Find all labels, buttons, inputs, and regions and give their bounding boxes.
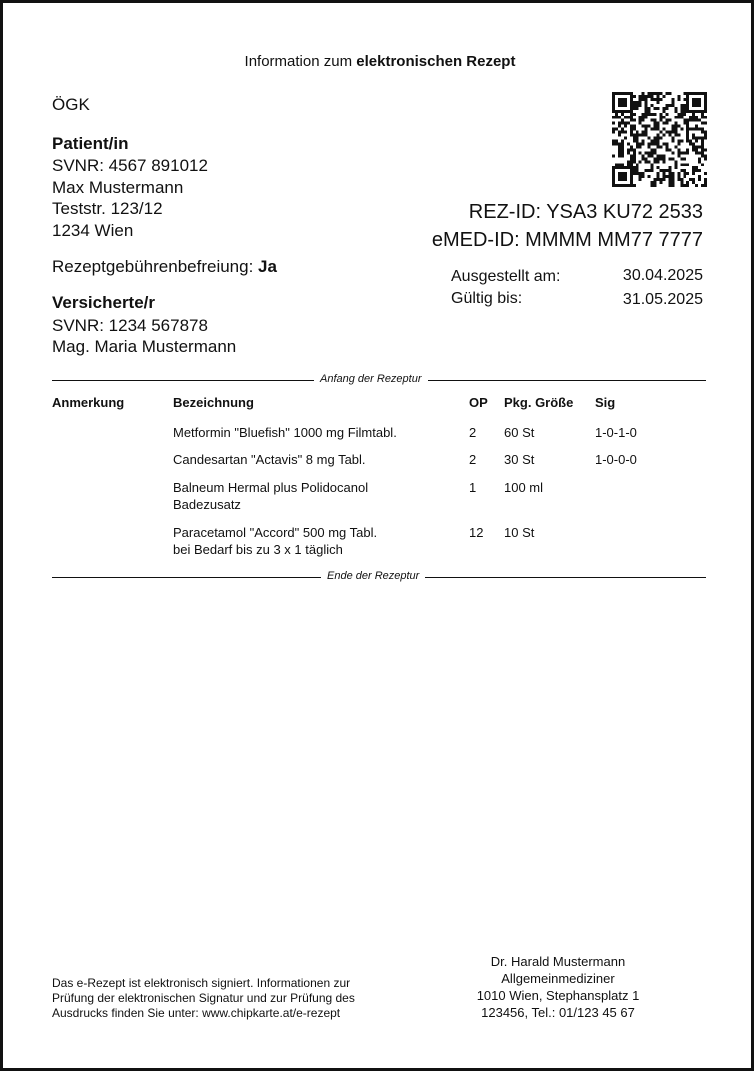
rx-row-3-name-line2: Badezusatz	[173, 497, 241, 512]
insured-heading: Versicherte/r	[52, 293, 156, 312]
patient-svnr: SVNR: 4567 891012	[52, 156, 208, 175]
doctor-specialty: Allgemeinmediziner	[501, 971, 615, 986]
signature-note: Das e-Rezept ist elektronisch signiert. Informationen zur Prüfung der elektronischen Signatur und zur Prüfung des Ausdrucks finden Sie unter: www.chipkarte.at/e-rezept	[52, 976, 355, 1020]
rx-row-2-name: Candesartan "Actavis" 8 mg Tabl.	[173, 452, 366, 467]
qr-code-icon	[612, 92, 707, 187]
doctor-name: Dr. Harald Mustermann	[490, 954, 626, 969]
patient-heading: Patient/in	[52, 134, 129, 153]
doctor-address: 1010 Wien, Stephansplatz 1	[476, 988, 640, 1003]
issued-date: 30.04.2025	[622, 267, 703, 284]
issued-label: Ausgestellt am:	[451, 268, 561, 285]
doctor-contact: 123456, Tel.: 01/123 45 67	[481, 1005, 635, 1020]
rx-row-4-op: 12	[469, 525, 484, 540]
page-title	[3, 53, 754, 70]
rx-row-2-op: 2	[469, 452, 477, 467]
doctor-block	[433, 953, 683, 1021]
rx-row-1-size: 60 St	[504, 425, 535, 440]
rx-row-2-sig: 1-0-0-0	[595, 452, 637, 467]
insured-svnr: SVNR: 1234 567878	[52, 316, 208, 335]
rx-row-1-sig: 1-0-1-0	[595, 425, 637, 440]
col-header-size: Pkg. Größe	[504, 395, 574, 410]
fee-exemption	[52, 257, 277, 277]
patient-street: Teststr. 123/12	[52, 199, 163, 218]
insurer-name: ÖGK	[52, 95, 90, 114]
col-header-note: Anmerkung	[52, 395, 125, 410]
rx-row-1-name: Metformin "Bluefish" 1000 mg Filmtabl.	[173, 425, 397, 440]
rx-start-label: Anfang der Rezeptur	[314, 373, 428, 385]
insured-name: Mag. Maria Mustermann	[52, 337, 237, 356]
valid-label: Gültig bis:	[451, 290, 523, 307]
col-header-sig: Sig	[595, 395, 616, 410]
rx-row-4-name: Paracetamol "Accord" 500 mg Tabl.	[173, 525, 378, 540]
rx-row-2-size: 30 St	[504, 452, 535, 467]
patient-name: Max Mustermann	[52, 178, 184, 197]
col-header-op: OP	[469, 395, 488, 410]
col-header-name: Bezeichnung	[173, 395, 254, 410]
rx-row-4-name-line2: bei Bedarf bis zu 3 x 1 täglich	[173, 542, 343, 557]
fee-exemption-label: Rezeptgebührenbefreiung:	[52, 257, 259, 276]
rx-row-3-size: 100 ml	[504, 480, 544, 495]
rx-row-3-op: 1	[469, 480, 477, 495]
rez-id: REZ-ID: YSA3 KU72 2533	[468, 201, 703, 223]
title-prefix: Information zum	[244, 53, 357, 70]
fee-exemption-value: Ja	[258, 257, 277, 276]
valid-date: 31.05.2025	[622, 291, 703, 308]
rx-row-3-name: Balneum Hermal plus Polidocanol	[173, 480, 369, 495]
emed-id: eMED-ID: MMMM MM77 7777	[431, 229, 703, 251]
rx-row-4-size: 10 St	[504, 525, 535, 540]
rx-end-label: Ende der Rezeptur	[321, 570, 425, 582]
title-bold: elektronischen Rezept	[356, 53, 516, 70]
patient-city: 1234 Wien	[52, 221, 134, 240]
rx-row-1-op: 2	[469, 425, 477, 440]
